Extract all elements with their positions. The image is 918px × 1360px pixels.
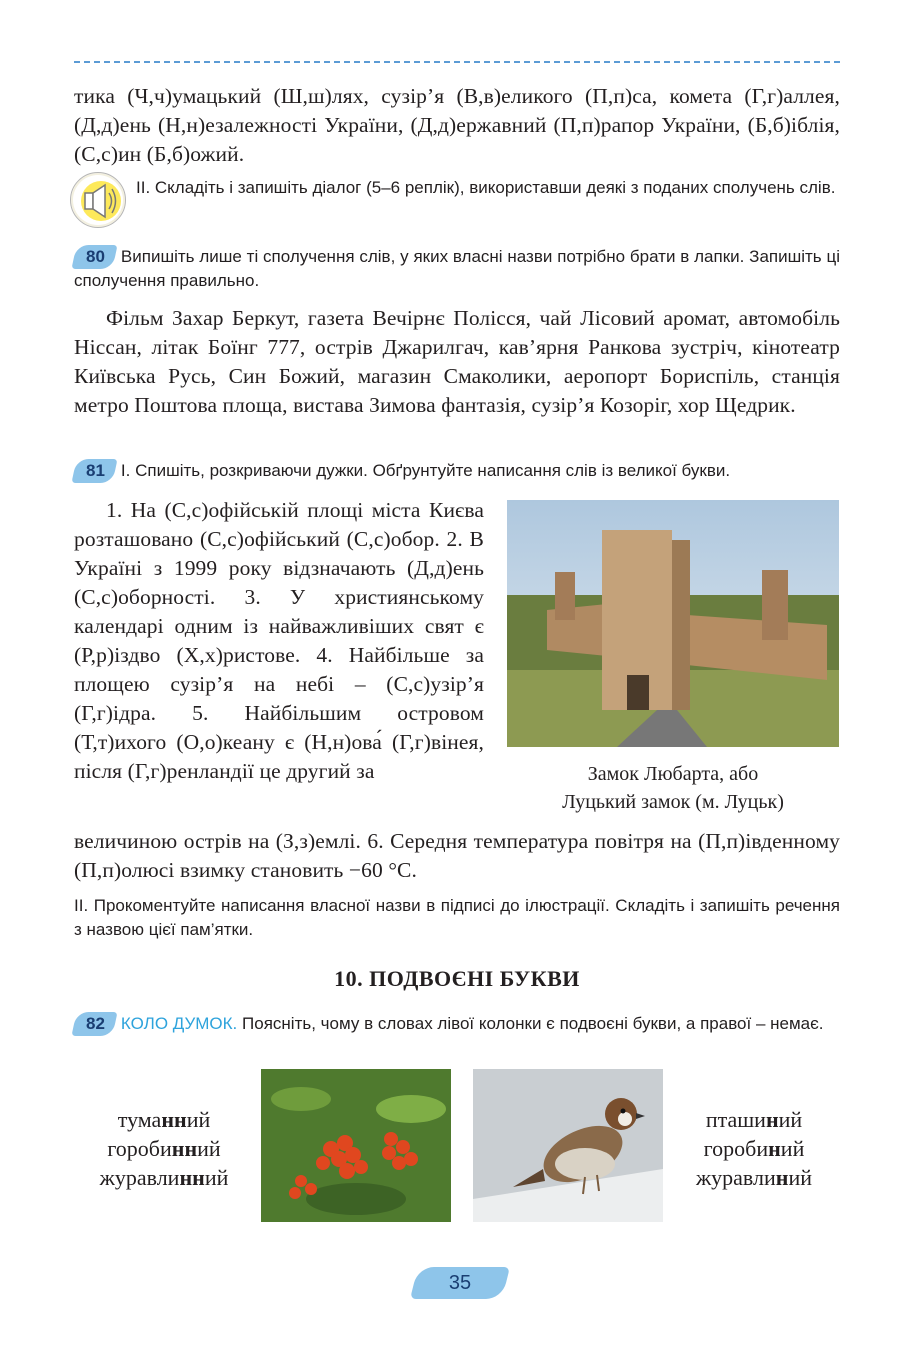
word-item: горобинний	[107, 1136, 221, 1161]
top-dashed-rule	[74, 61, 840, 63]
castle-photo	[507, 500, 839, 747]
exercise-81-text-side: 1. На (С,с)офійській площі міста Києва розташовано (С,с)офійський (С,с)обор. 2. В Україні з 1999 року відзначають (Д,д)ень (С,с)оборності. 3. У християнському календарі одним із найважливіших свят є (Р,р)іздво (Х,х)ристове. 4. Найбільше за площею сузір’я на небі – (С,с)узір’я (Г,г)ідра. 5. Найбільшим островом (Т,т)ихого (О,о)кеану є (Н,н)ова́ (Г,г)вінея, після (Г,г)ренландії це другий за	[74, 498, 484, 783]
section-heading: 10. ПОДВОЄНІ БУКВИ	[334, 966, 580, 991]
speaker-icon[interactable]	[70, 172, 126, 228]
exercise-81-task2: ІІ. Прокоментуйте написання власної назви в підписі до ілюстрації. Складіть і запишіть речення з назвою цієї пам’ятки.	[74, 896, 840, 939]
top-text: тика (Ч,ч)умацький (Ш,ш)лях, сузір’я (В,в)еликого (П,п)са, комета (Г,г)аллея, (Д,д)ень (Н,н)езалежності України, (Д,д)ержавний (П,п)рапор України, (Б,б)іблія, (С,с)ин (Б,б)ожий.	[74, 84, 840, 166]
word-item: журавлинний	[99, 1165, 229, 1190]
word-item: туманний	[117, 1107, 211, 1132]
word-item: журавлиний	[695, 1165, 813, 1190]
word-item: горобиний	[703, 1136, 805, 1161]
sparrow-photo	[473, 1069, 663, 1222]
exercise-81-text-full: величиною острів на (З,з)емлі. 6. Середня температура повітря на (П,п)івденному (П,п)олюсі взимку становить −60 °С.	[74, 829, 840, 882]
exercise-80-instruction: 80 Випишіть лише ті сполучення слів, у яких власні назви потрібно брати в лапки. Запишіть ці сполучення правильно.	[74, 245, 840, 293]
dialog-task: ІІ. Складіть і запишіть діалог (5–6 реплік), використавши деякі з поданих сполучень слів.	[136, 178, 836, 197]
word-item: пташиний	[705, 1107, 803, 1132]
exercise-82-instruction: 82 КОЛО ДУМОК. Поясніть, чому в словах лівої колонки є подвоєні букви, а правої – немає.	[74, 1012, 840, 1036]
right-word-column	[678, 1105, 830, 1192]
left-word-column	[80, 1105, 248, 1192]
page-number: 35	[410, 1267, 510, 1299]
photo-caption: Замок Любарта, або Луцький замок (м. Луцьк)	[562, 763, 784, 813]
rowan-berries-photo	[261, 1069, 451, 1222]
exercise-number-badge: 81	[71, 459, 117, 483]
exercise-80-text: Фільм Захар Беркут, газета Вечірнє Полісся, чай Лісовий аромат, автомобіль Ніссан, літак Боїнг 777, острів Джарилгач, кав’ярня Ранкова зустріч, кінотеатр Київська Русь, Син Божий, магазин Смаколики, аеропорт Бориспіль, станція метро Поштова площа, вистава Зимова фантазія, сузір’я Козоріг, хор Щедрик.	[74, 306, 840, 417]
exercise-81-instruction: 81 І. Спишіть, розкриваючи дужки. Обґрунтуйте написання слів із великої букви.	[74, 459, 840, 483]
exercise-number-badge: 80	[71, 245, 117, 269]
exercise-number-badge: 82	[71, 1012, 117, 1036]
